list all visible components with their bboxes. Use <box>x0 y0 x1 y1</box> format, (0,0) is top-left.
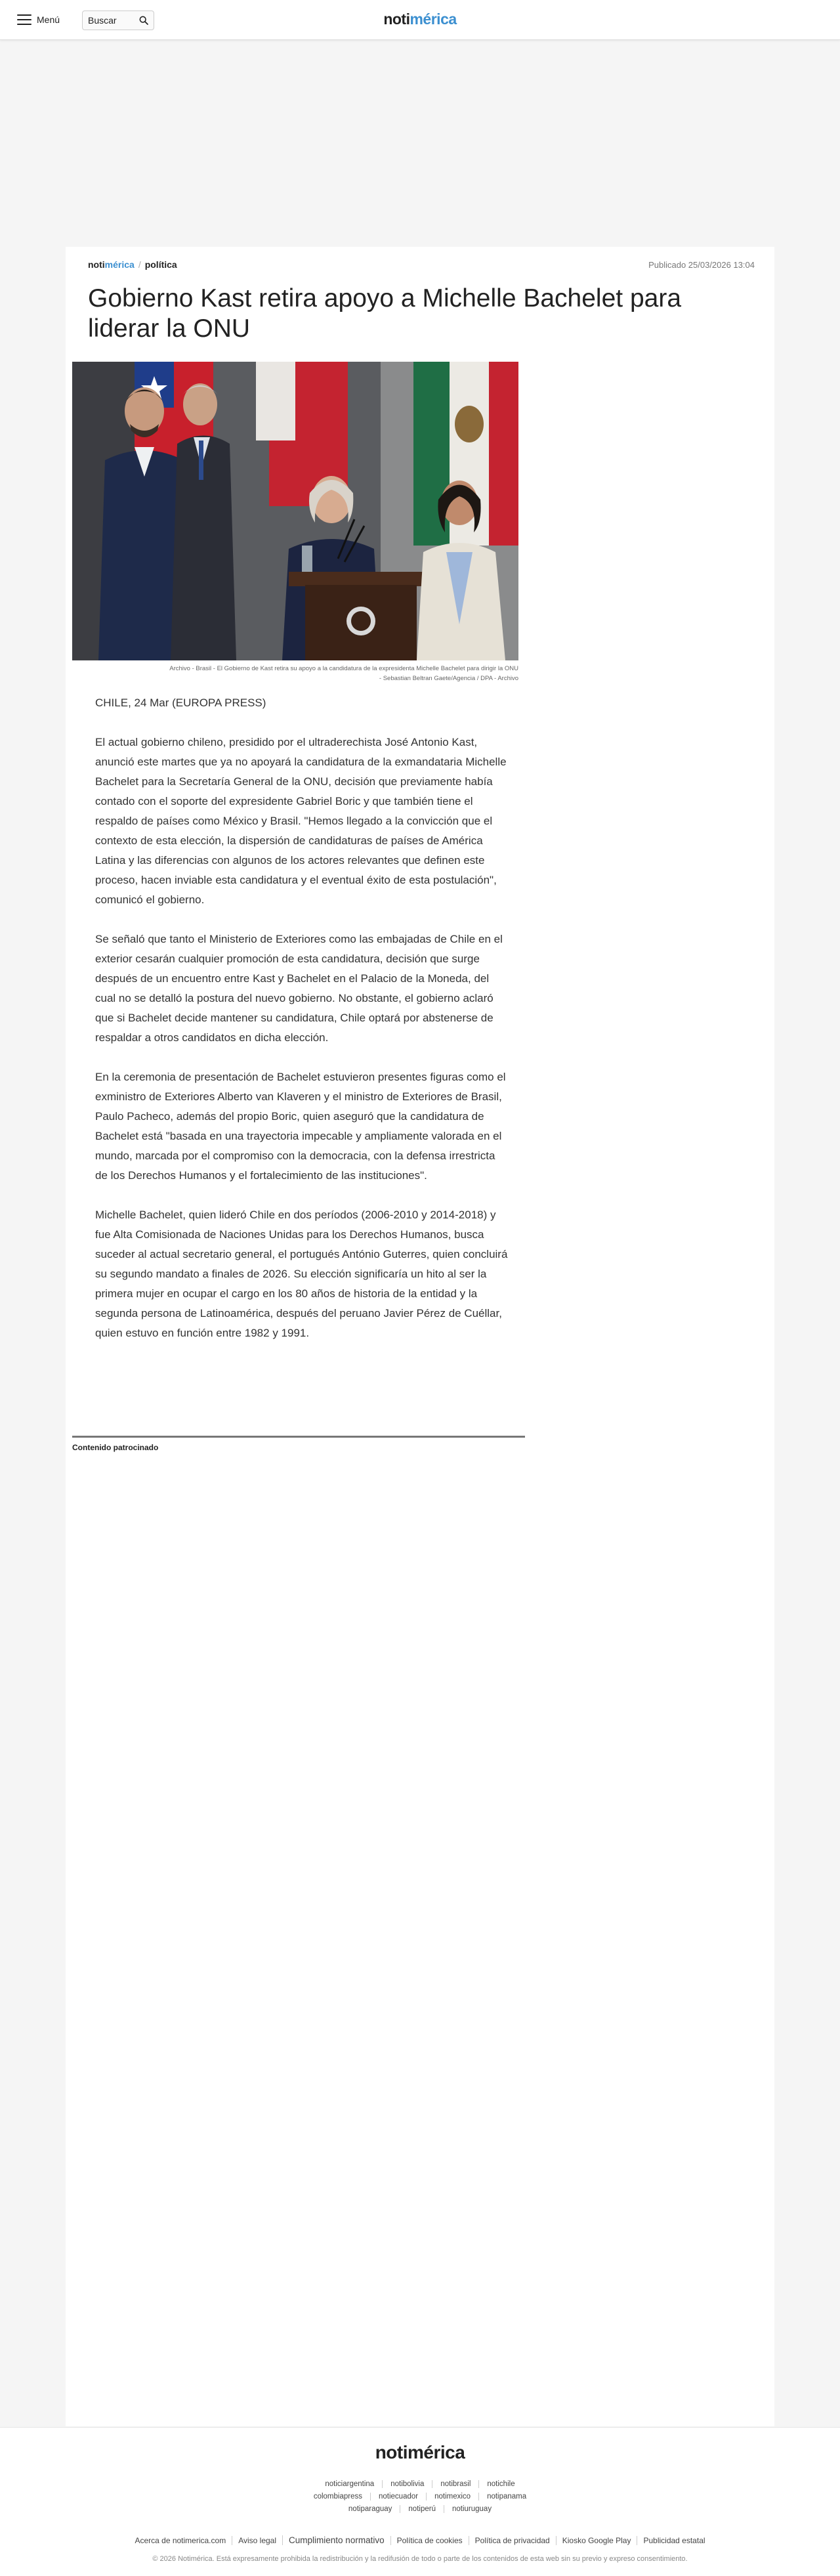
footer-site-link[interactable]: notiuruguay <box>444 2505 499 2513</box>
footer-logo[interactable]: notimérica <box>375 2442 465 2462</box>
sponsored-content-label: Contenido patrocinado <box>72 1443 159 1452</box>
breadcrumb-section-link[interactable]: política <box>144 259 177 270</box>
site-footer <box>0 2427 840 2576</box>
footer-sites-row-3 <box>0 2505 840 2513</box>
footer-cookies-link[interactable]: Política de cookies <box>390 2536 469 2545</box>
footer-compliance-link[interactable]: Cumplimiento normativo <box>282 2535 390 2545</box>
breadcrumb-separator: / <box>138 259 141 270</box>
article-container <box>66 247 774 2426</box>
footer-site-link[interactable]: notiparaguay <box>348 2505 392 2513</box>
footer-site-link[interactable]: notibolivia <box>382 2480 432 2488</box>
breadcrumb <box>88 259 177 270</box>
menu-label: Menú <box>37 14 60 25</box>
footer-about-link[interactable]: Acerca de notimerica.com <box>135 2536 226 2545</box>
article-body <box>95 693 509 1363</box>
footer-site-link[interactable]: notiecuador <box>370 2493 426 2501</box>
footer-site-link[interactable]: notimexico <box>426 2493 478 2501</box>
footer-legal-links <box>0 2535 840 2545</box>
article-paragraph: Se señaló que tanto el Ministerio de Exteriores como las embajadas de Chile en el exterior cesarán cualquier promoción de esta candidatura, decisión que surge después de un encuentro entre Kast y Bachelet en el Palacio de la Moneda, del cual no se detalló la postura del nuevo gobierno. No obstante, el gobierno aclaró que si Bachelet decide mantener su candidatura, Chile optará por abstenerse de respaldar a otros candidatos en dicha elección. <box>95 933 503 1044</box>
article-paragraph: En la ceremonia de presentación de Bachelet estuvieron presentes figuras como el exministro de Exteriores Alberto van Klaveren y el ministro de Exteriores de Brasil, Paulo Pacheco, además del propio Boric, quien aseguró que la candidatura de Bachelet está "basada en una trayectoria impecable y ampliamente valorada en el mundo, marcada por el compromiso con la democracia, con la defensa irrestricta de los Derechos Humanos y el fortalecimiento de las instituciones". <box>95 1071 506 1182</box>
footer-sites-row-2 <box>0 2493 840 2501</box>
footer-sites-row-1 <box>0 2480 840 2488</box>
footer-privacy-link[interactable]: Política de privacidad <box>469 2536 556 2545</box>
footer-legal-notice-link[interactable]: Aviso legal <box>232 2536 282 2545</box>
photo-caption <box>72 664 518 683</box>
section-divider <box>72 1436 525 1438</box>
article-paragraph: Michelle Bachelet, quien lideró Chile en dos períodos (2006-2010 y 2014-2018) y fue Alta Comisionada de Naciones Unidas para los Derechos Humanos, busca suceder al actual secretario general, el portugués António Guterres, quien concluirá su segundo mandato a finales de 2026. Su elección significaría un hito al ser la primera mujer en ocupar el cargo en los 80 años de historia de la entidad y la segunda persona de Latinoamérica, después del peruano Javier Pérez de Cuéllar, quien estuvo en función entre 1982 y 1991. <box>95 1209 508 1339</box>
article-dateline: CHILE, 24 Mar (EUROPA PRESS) <box>95 697 266 709</box>
breadcrumb-logo-part1[interactable]: noti <box>88 259 105 270</box>
article-title: Gobierno Kast retira apoyo a Michelle Bachelet para liderar la ONU <box>88 284 682 343</box>
footer-site-link[interactable]: notichile <box>478 2480 522 2488</box>
footer-site-link[interactable]: notipanama <box>478 2493 534 2501</box>
photo-credit: - Sebastian Beltran Gaete/Agencia / DPA - Archivo <box>379 675 518 682</box>
footer-copyright: © 2026 Notimérica. Está expresamente prohibida la redistribución y la redifusión de todo o parte de los contenidos de esta web sin su previo y expreso consentimiento. <box>152 2555 688 2563</box>
footer-site-link[interactable]: notibrasil <box>432 2480 478 2488</box>
site-logo[interactable]: notimérica <box>383 11 457 28</box>
footer-advertising-link[interactable]: Publicidad estatal <box>637 2536 711 2545</box>
article-paragraph: El actual gobierno chileno, presidido por el ultraderechista José Antonio Kast, anunció este martes que ya no apoyará la candidatura de la exmandataria Michelle Bachelet para la Secretaría General de la ONU, decisión que previamente había contado con el soporte del expresidente Gabriel Boric y que también tiene el respaldo de países como México y Brasil. "Hemos llegado a la convicción que el contexto de esta elección, la dispersión de candidaturas de países de América Latina y las diferencias con algunos de los actores relevantes que definen este proceso, hacen inviable esta candidatura y el eventual éxito de esta postulación", comunicó el gobierno. <box>95 736 507 906</box>
site-header <box>0 0 840 40</box>
footer-site-link[interactable]: noticiargentina <box>325 2480 375 2488</box>
published-date: Publicado 25/03/2026 13:04 <box>648 260 755 270</box>
breadcrumb-logo-part2[interactable]: mérica <box>104 259 135 270</box>
ad-space-top <box>0 41 840 246</box>
footer-site-link[interactable]: colombiapress <box>313 2493 362 2501</box>
footer-site-link[interactable]: notiperú <box>400 2505 444 2513</box>
footer-kiosko-link[interactable]: Kiosko Google Play <box>556 2536 637 2545</box>
photo-caption-text: Archivo - Brasil - El Gobierno de Kast retira su apoyo a la candidatura de la expresidenta Michelle Bachelet para dirigir la ONU <box>169 665 518 672</box>
article-photo <box>72 362 518 660</box>
